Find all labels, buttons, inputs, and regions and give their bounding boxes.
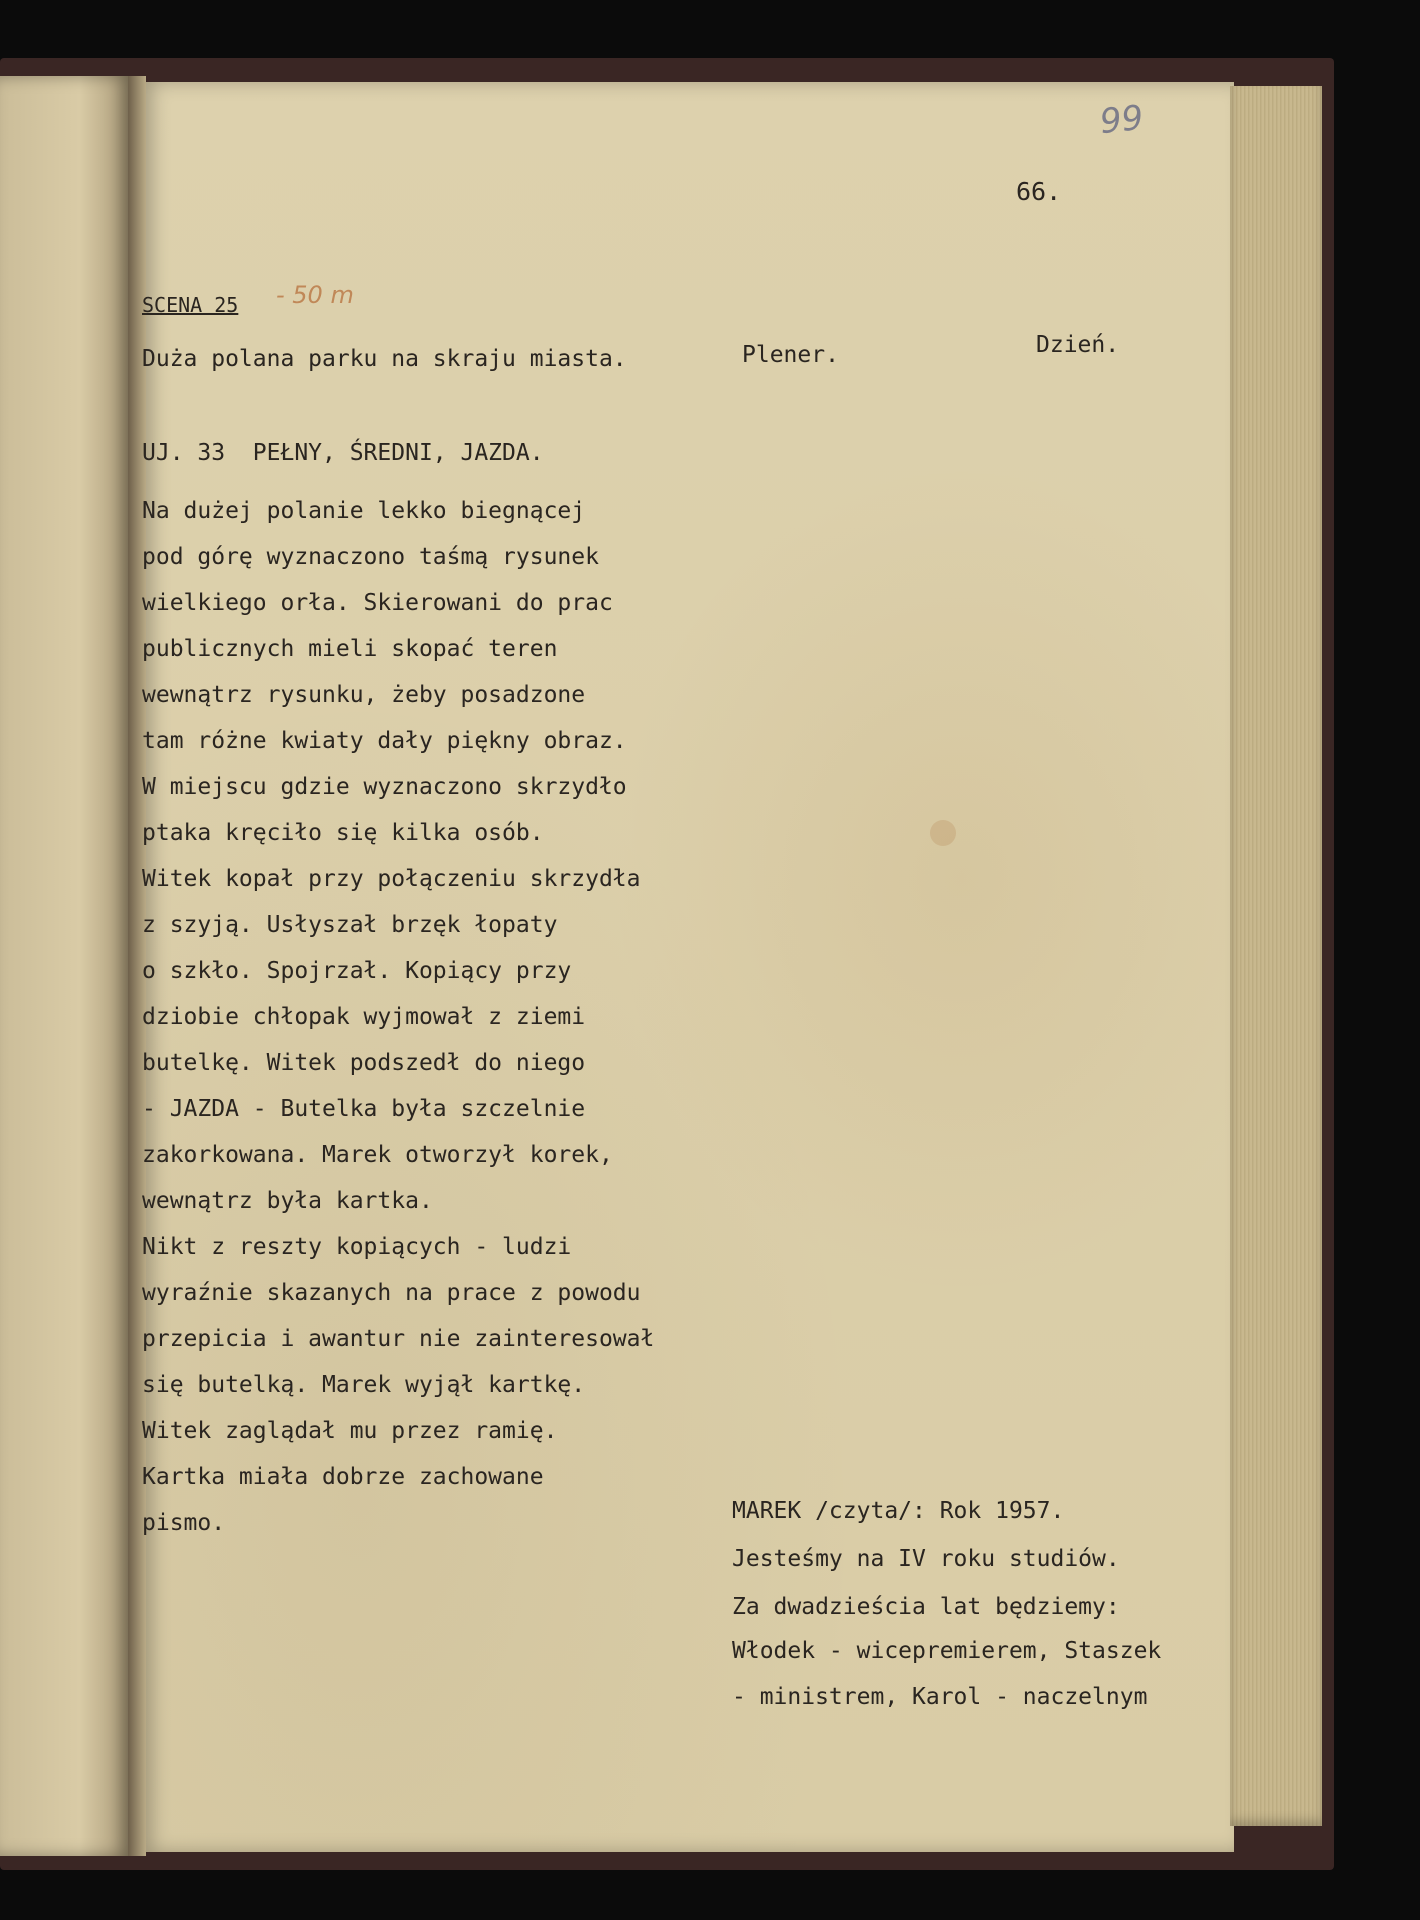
dialogue-line: Jesteśmy na IV roku studiów. (732, 1546, 1120, 1572)
body-line: tam różne kwiaty dały piękny obraz. (142, 728, 627, 754)
body-line: przepicia i awantur nie zainteresował (142, 1326, 655, 1352)
scene-location: Duża polana parku na skraju miasta. (142, 346, 627, 372)
dialogue-line: MAREK /czyta/: Rok 1957. (732, 1498, 1065, 1524)
body-line: Na dużej polanie lekko biegnącej (142, 498, 586, 524)
body-line: dziobie chłopak wyjmował z ziemi (142, 1004, 586, 1030)
body-line: ptaka kręciło się kilka osób. (142, 820, 544, 846)
scene-handwritten-note: - 50 m (276, 281, 354, 309)
previous-page-edge (0, 76, 132, 1856)
body-line: zakorkowana. Marek otworzył korek, (142, 1142, 613, 1168)
scene-time: Dzień. (1036, 332, 1120, 358)
body-line: wielkiego orła. Skierowani do prac (142, 590, 613, 616)
body-line: wewnątrz rysunku, żeby posadzone (142, 682, 586, 708)
body-line: Nikt z reszty kopiących - ludzi (142, 1234, 572, 1260)
body-line: butelkę. Witek podszedł do niego (142, 1050, 586, 1076)
body-line: z szyją. Usłyszał brzęk łopaty (142, 912, 558, 938)
body-line: się butelką. Marek wyjął kartkę. (142, 1372, 586, 1398)
dialogue-line: Za dwadzieścia lat będziemy: (732, 1594, 1120, 1620)
scene-setting: Plener. (742, 342, 839, 368)
paper-stain (930, 820, 956, 846)
body-line: - JAZDA - Butelka była szczelnie (142, 1096, 586, 1122)
dialogue-line: - ministrem, Karol - naczelnym (732, 1684, 1148, 1710)
body-line: wewnątrz była kartka. (142, 1188, 433, 1214)
body-line: Witek kopał przy połączeniu skrzydła (142, 866, 641, 892)
body-line: pismo. (142, 1510, 226, 1536)
body-line: Witek zaglądał mu przez ramię. (142, 1418, 558, 1444)
dialogue-line: Włodek - wicepremierem, Staszek (732, 1638, 1162, 1664)
page-stack-edges (1230, 86, 1322, 1826)
body-line: W miejscu gdzie wyznaczono skrzydło (142, 774, 627, 800)
body-line: pod górę wyznaczono taśmą rysunek (142, 544, 599, 570)
handwritten-page-number: 99 (1098, 97, 1146, 143)
shot-description: UJ. 33 PEŁNY, ŚREDNI, JAZDA. (142, 440, 544, 466)
body-line: Kartka miała dobrze zachowane (142, 1464, 544, 1490)
scene-heading: SCENA 25 (142, 293, 239, 317)
body-line: o szkło. Spojrzał. Kopiący przy (142, 958, 572, 984)
body-line: publicznych mieli skopać teren (142, 636, 558, 662)
body-line: wyraźnie skazanych na prace z powodu (142, 1280, 641, 1306)
page-number: 66. (1016, 177, 1062, 206)
